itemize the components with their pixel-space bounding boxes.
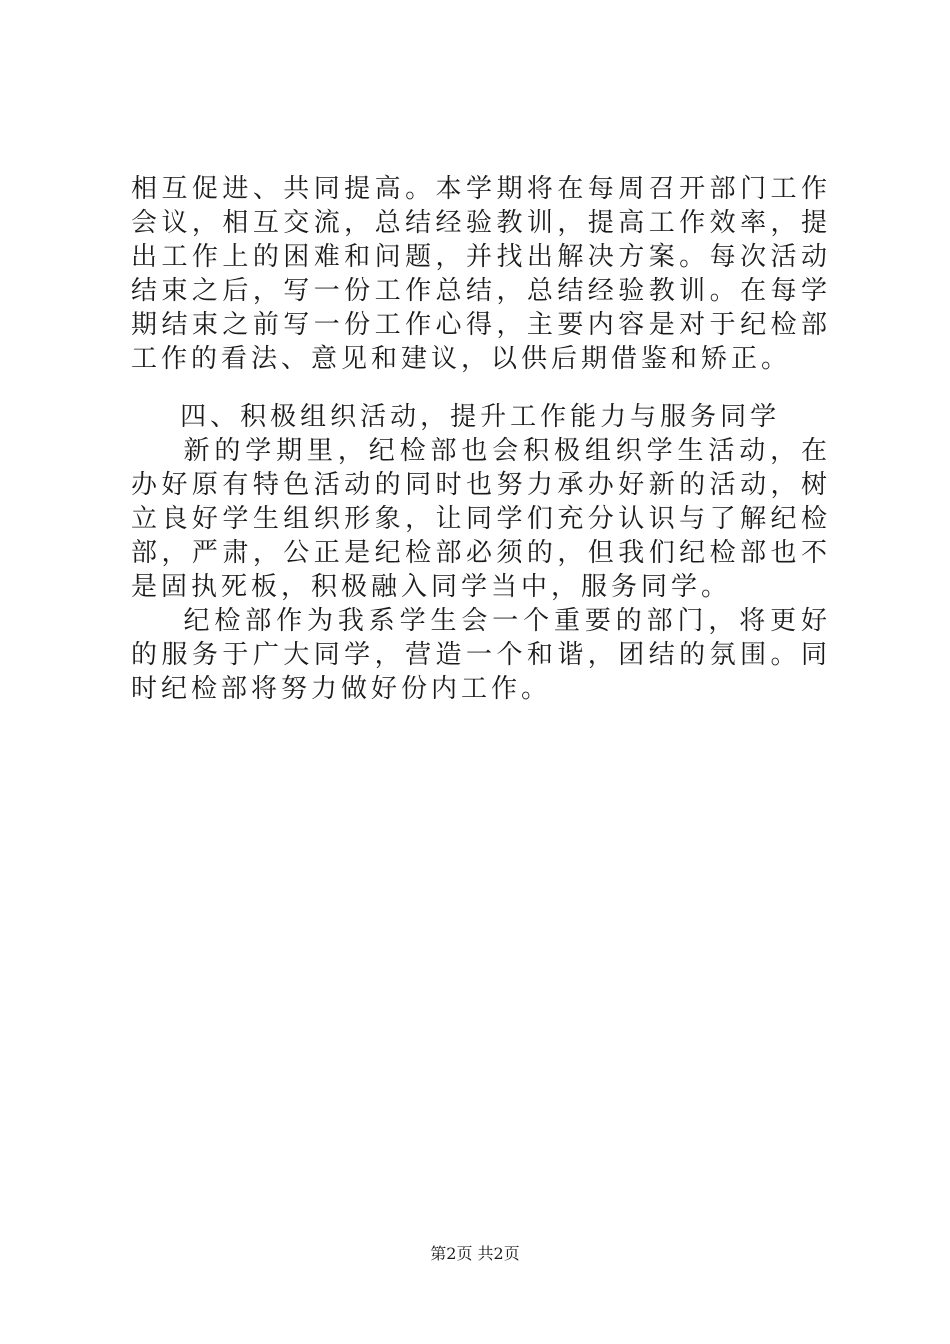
paragraph: 新的学期里，纪检部也会积极组织学生活动，在办好原有特色活动的同时也努力承办好新的活动，树立良好学生组织形象，让同学们充分认识与了解纪检部，严肃，公正是纪检部必须的，但我们纪检部也不是固执死板，积极融入同学当中，服务同学。 — [131, 436, 831, 602]
document-body — [131, 172, 831, 706]
paragraph-gap — [131, 376, 831, 400]
page-footer: 第2页 共2页 — [430, 1244, 520, 1263]
section-heading: 四、积极组织活动，提升工作能力与服务同学 — [131, 402, 781, 432]
paragraph: 纪检部作为我系学生会一个重要的部门，将更好的服务于广大同学，营造一个和谐，团结的氛围。同时纪检部将努力做好份内工作。 — [131, 606, 831, 704]
paragraph-continuation: 相互促进、共同提高。本学期将在每周召开部门工作会议，相互交流，总结经验教训，提高工作效率，提出工作上的困难和问题，并找出解决方案。每次活动结束之后，写一份工作总结，总结经验教训。在每学期结束之前写一份工作心得，主要内容是对于纪检部工作的看法、意见和建议，以供后期借鉴和矫正。 — [131, 174, 831, 374]
